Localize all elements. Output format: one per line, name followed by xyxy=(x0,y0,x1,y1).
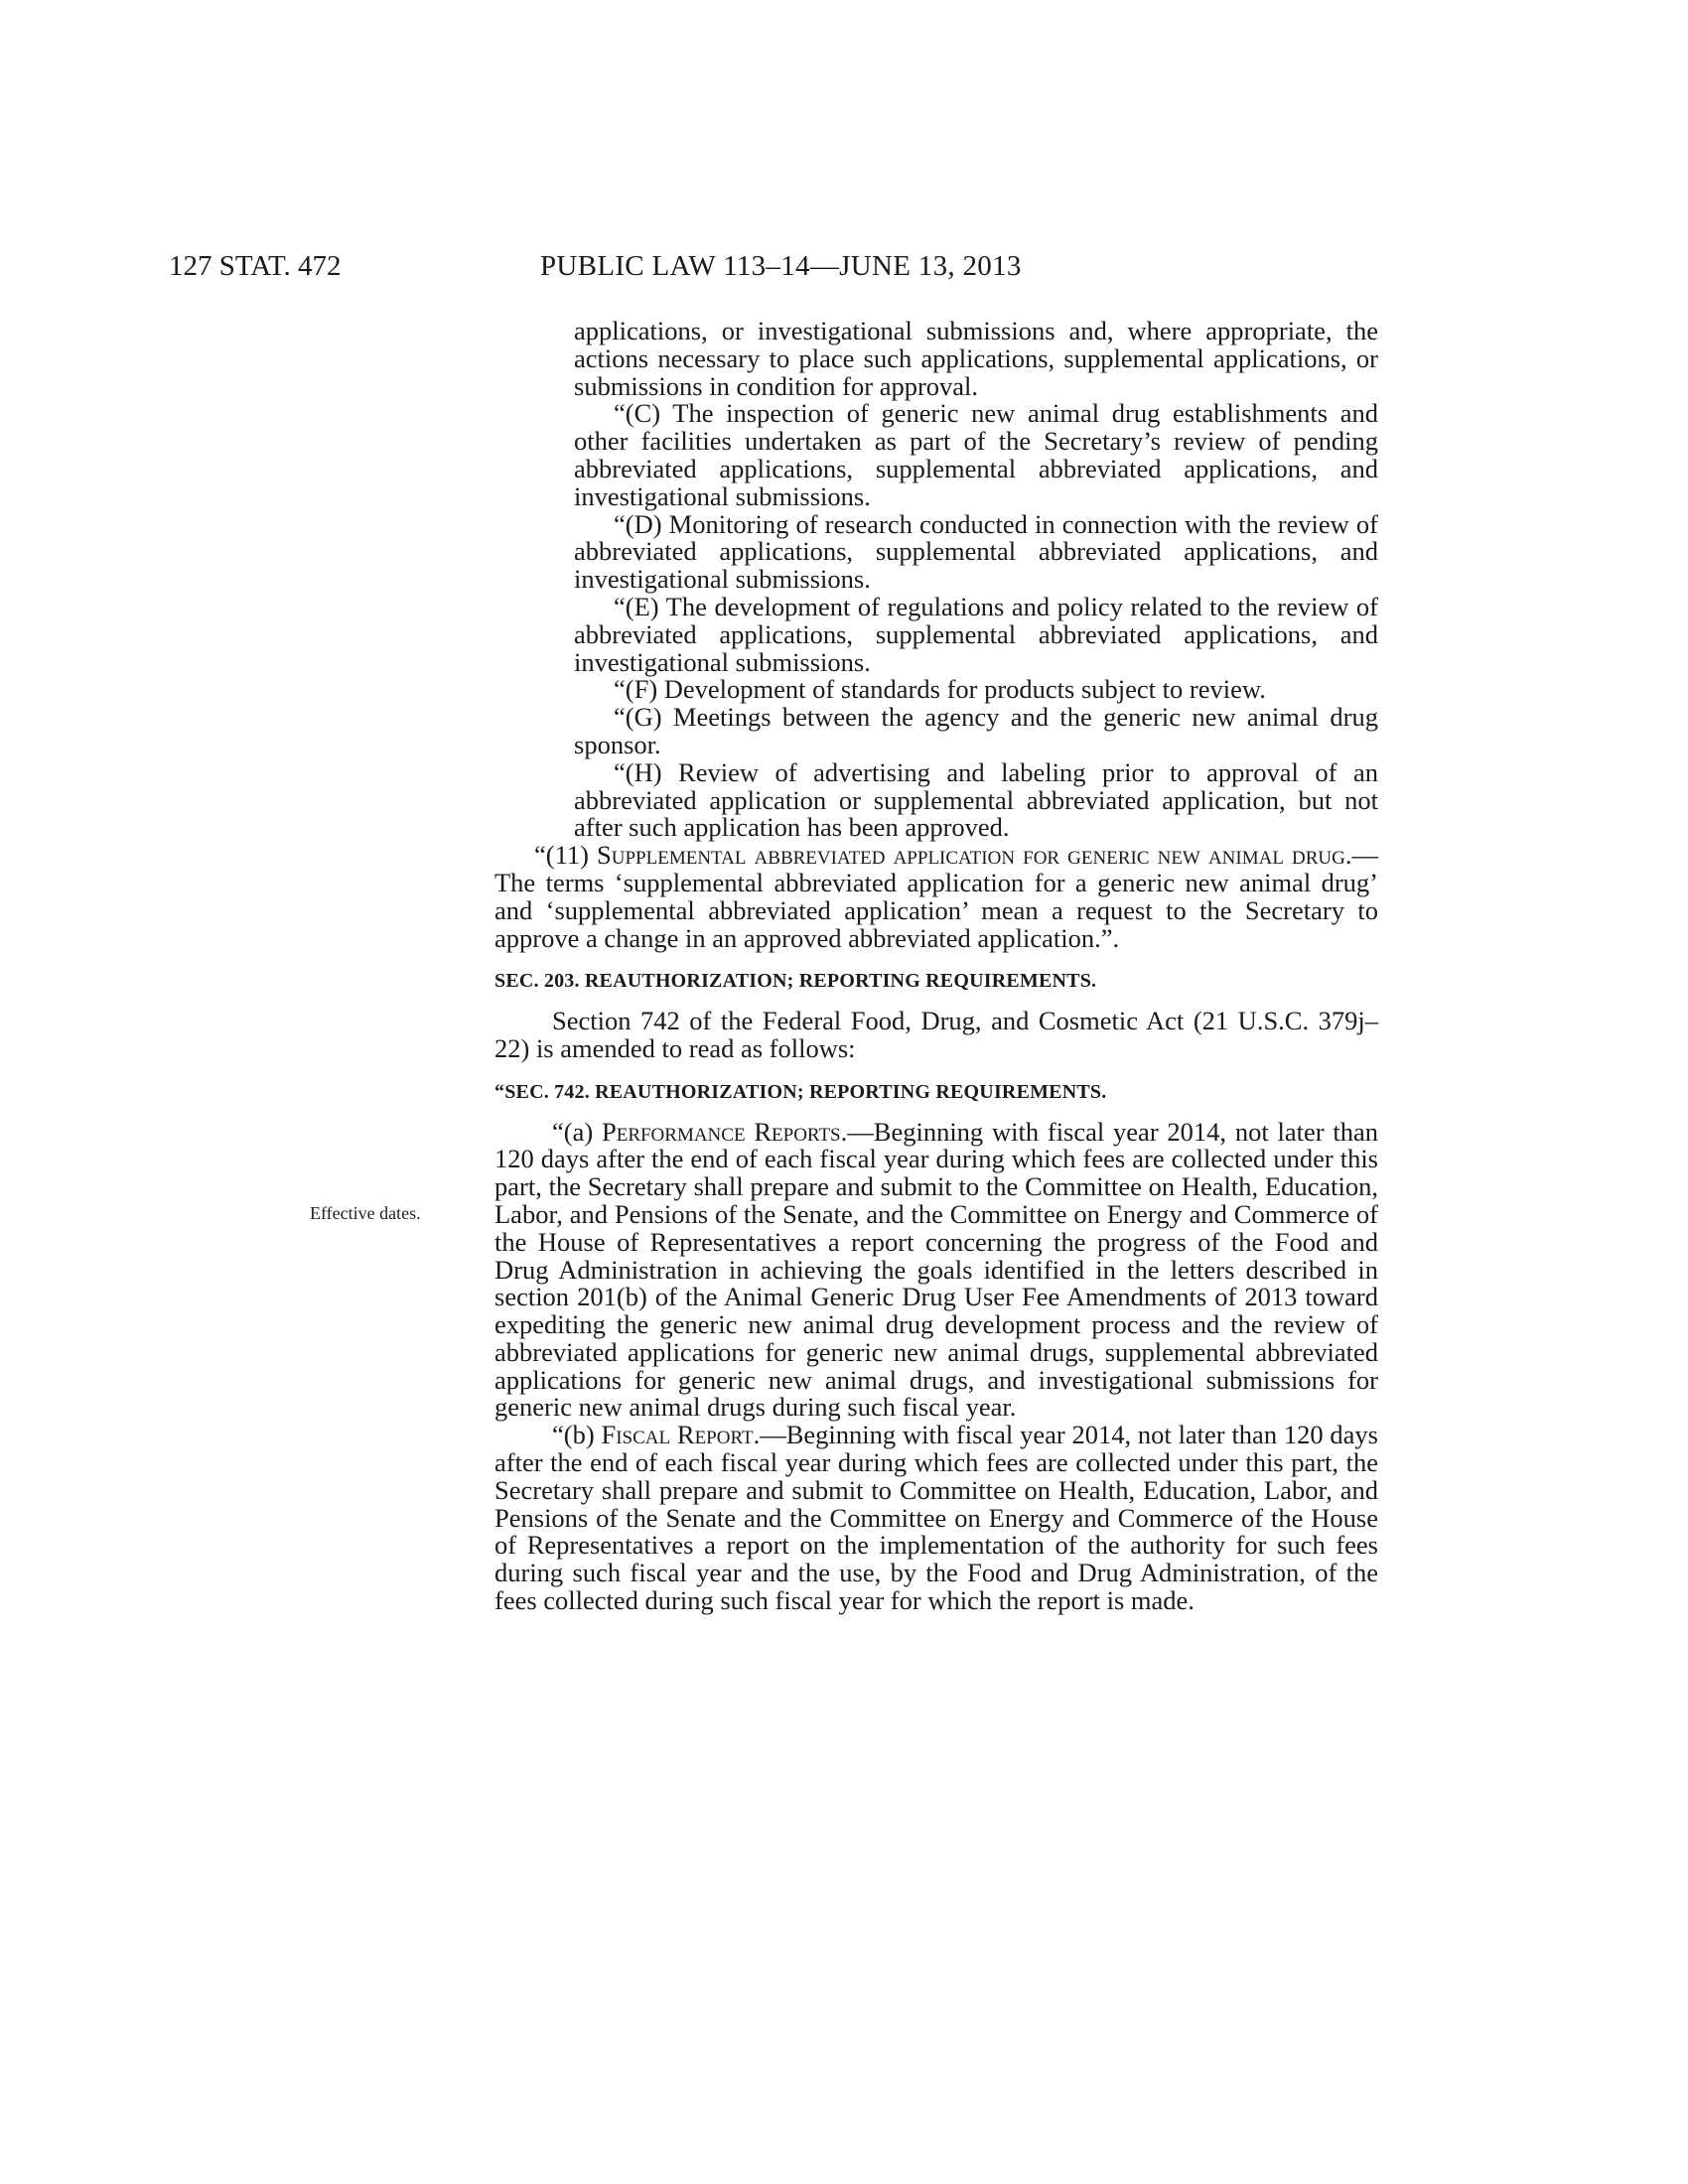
para-b-continuation: applications, or investigational submissions and, where appropriate, the actions necessary to place such applications, supplemental applications, or submissions in condition for approval. xyxy=(574,316,1378,401)
sec-742-heading: “SEC. 742. REAUTHORIZATION; REPORTING REQUIREMENTS. xyxy=(494,1080,1107,1103)
para-f: “(F) Development of standards for products subject to review. xyxy=(614,674,1266,705)
para-b-text: —Beginning with fiscal year 2014, not later than 120 days after the end of each fiscal year during which fees are collected under this part, the Secretary shall prepare and submit to Committee on Health, Education, Labor, and Pensions of the Senate and the Committee on Energy and Commerce of the House of Representatives a report on the implementation of the authority for such fees during such fiscal year and the use, by the Food and Drug Administration, of the fees collected during such fiscal year for which the report is made. xyxy=(494,1420,1378,1616)
para-g: “(G) Meetings between the agency and the generic new animal drug sponsor. xyxy=(574,702,1378,759)
para-11 xyxy=(494,842,1378,952)
para-e: “(E) The development of regulations and policy related to the review of abbreviated applications, supplemental abbreviated applications, and investigational submissions. xyxy=(574,591,1378,677)
sec-742-para-a xyxy=(494,1116,1378,1423)
para-a-lead: “(a) xyxy=(552,1116,602,1147)
continuation-block xyxy=(494,318,1378,1615)
para-d: “(D) Monitoring of research conducted in connection with the review of abbreviated applications, supplemental abbreviated applications, and investigational submissions. xyxy=(574,508,1378,595)
para-11-caption: Supplemental abbreviated application for generic new animal drug. xyxy=(597,840,1352,871)
para-c: “(C) The inspection of generic new animal drug establishments and other facilities undertaken as part of the Secretary’s review of pending abbreviated applications, supplemental abbreviated applications, and investigational submissions. xyxy=(574,398,1378,511)
para-a-caption: Performance Reports. xyxy=(601,1116,848,1147)
para-b-lead: “(b) xyxy=(552,1420,602,1450)
stat-citation: 127 STAT. 472 xyxy=(169,250,342,282)
sec-203-intro: Section 742 of the Federal Food, Drug, and Cosmetic Act (21 U.S.C. 379j–22) is amended to read as follows: xyxy=(494,1006,1378,1063)
para-a-text: —Beginning with fiscal year 2014, not later than 120 days after the end of each fiscal year during which fees are collected under this part, the Secretary shall prepare and submit to the Committee on Health, Education, Labor, and Pensions of the Senate, and the Committee on Energy and Commerce of the House of Representatives a report concerning the progress of the Food and Drug Administration in achieving the goals identified in the letters described in section 201(b) of the Animal Generic Drug User Fee Amendments of 2013 toward expediting the generic new animal drug development process and the review of abbreviated applications for generic new animal drugs, supplemental abbreviated applications for generic new animal drugs, and investigational submissions for generic new animal drugs during such fiscal year. xyxy=(494,1116,1378,1423)
para-b-caption: Fiscal Report. xyxy=(601,1420,761,1450)
para-h: “(H) Review of advertising and labeling prior to approval of an abbreviated application or supplemental abbreviated application, but not after such application has been approved. xyxy=(574,756,1378,843)
law-title: PUBLIC LAW 113–14—JUNE 13, 2013 xyxy=(540,250,1022,282)
sec-203-heading: SEC. 203. REAUTHORIZATION; REPORTING REQUIREMENTS. xyxy=(494,970,1097,993)
page-header xyxy=(0,250,1688,286)
para-11-lead: “(11) xyxy=(534,840,598,871)
marginal-note-effective-dates: Effective dates. xyxy=(310,1203,421,1223)
sec-742-para-b xyxy=(494,1422,1378,1615)
para-11-text: —The terms ‘supplemental abbreviated application for a generic new animal drug’ and ‘supplemental abbreviated application’ mean a request to the Secretary to approve a change in an approved abbreviated application.”. xyxy=(494,840,1378,953)
